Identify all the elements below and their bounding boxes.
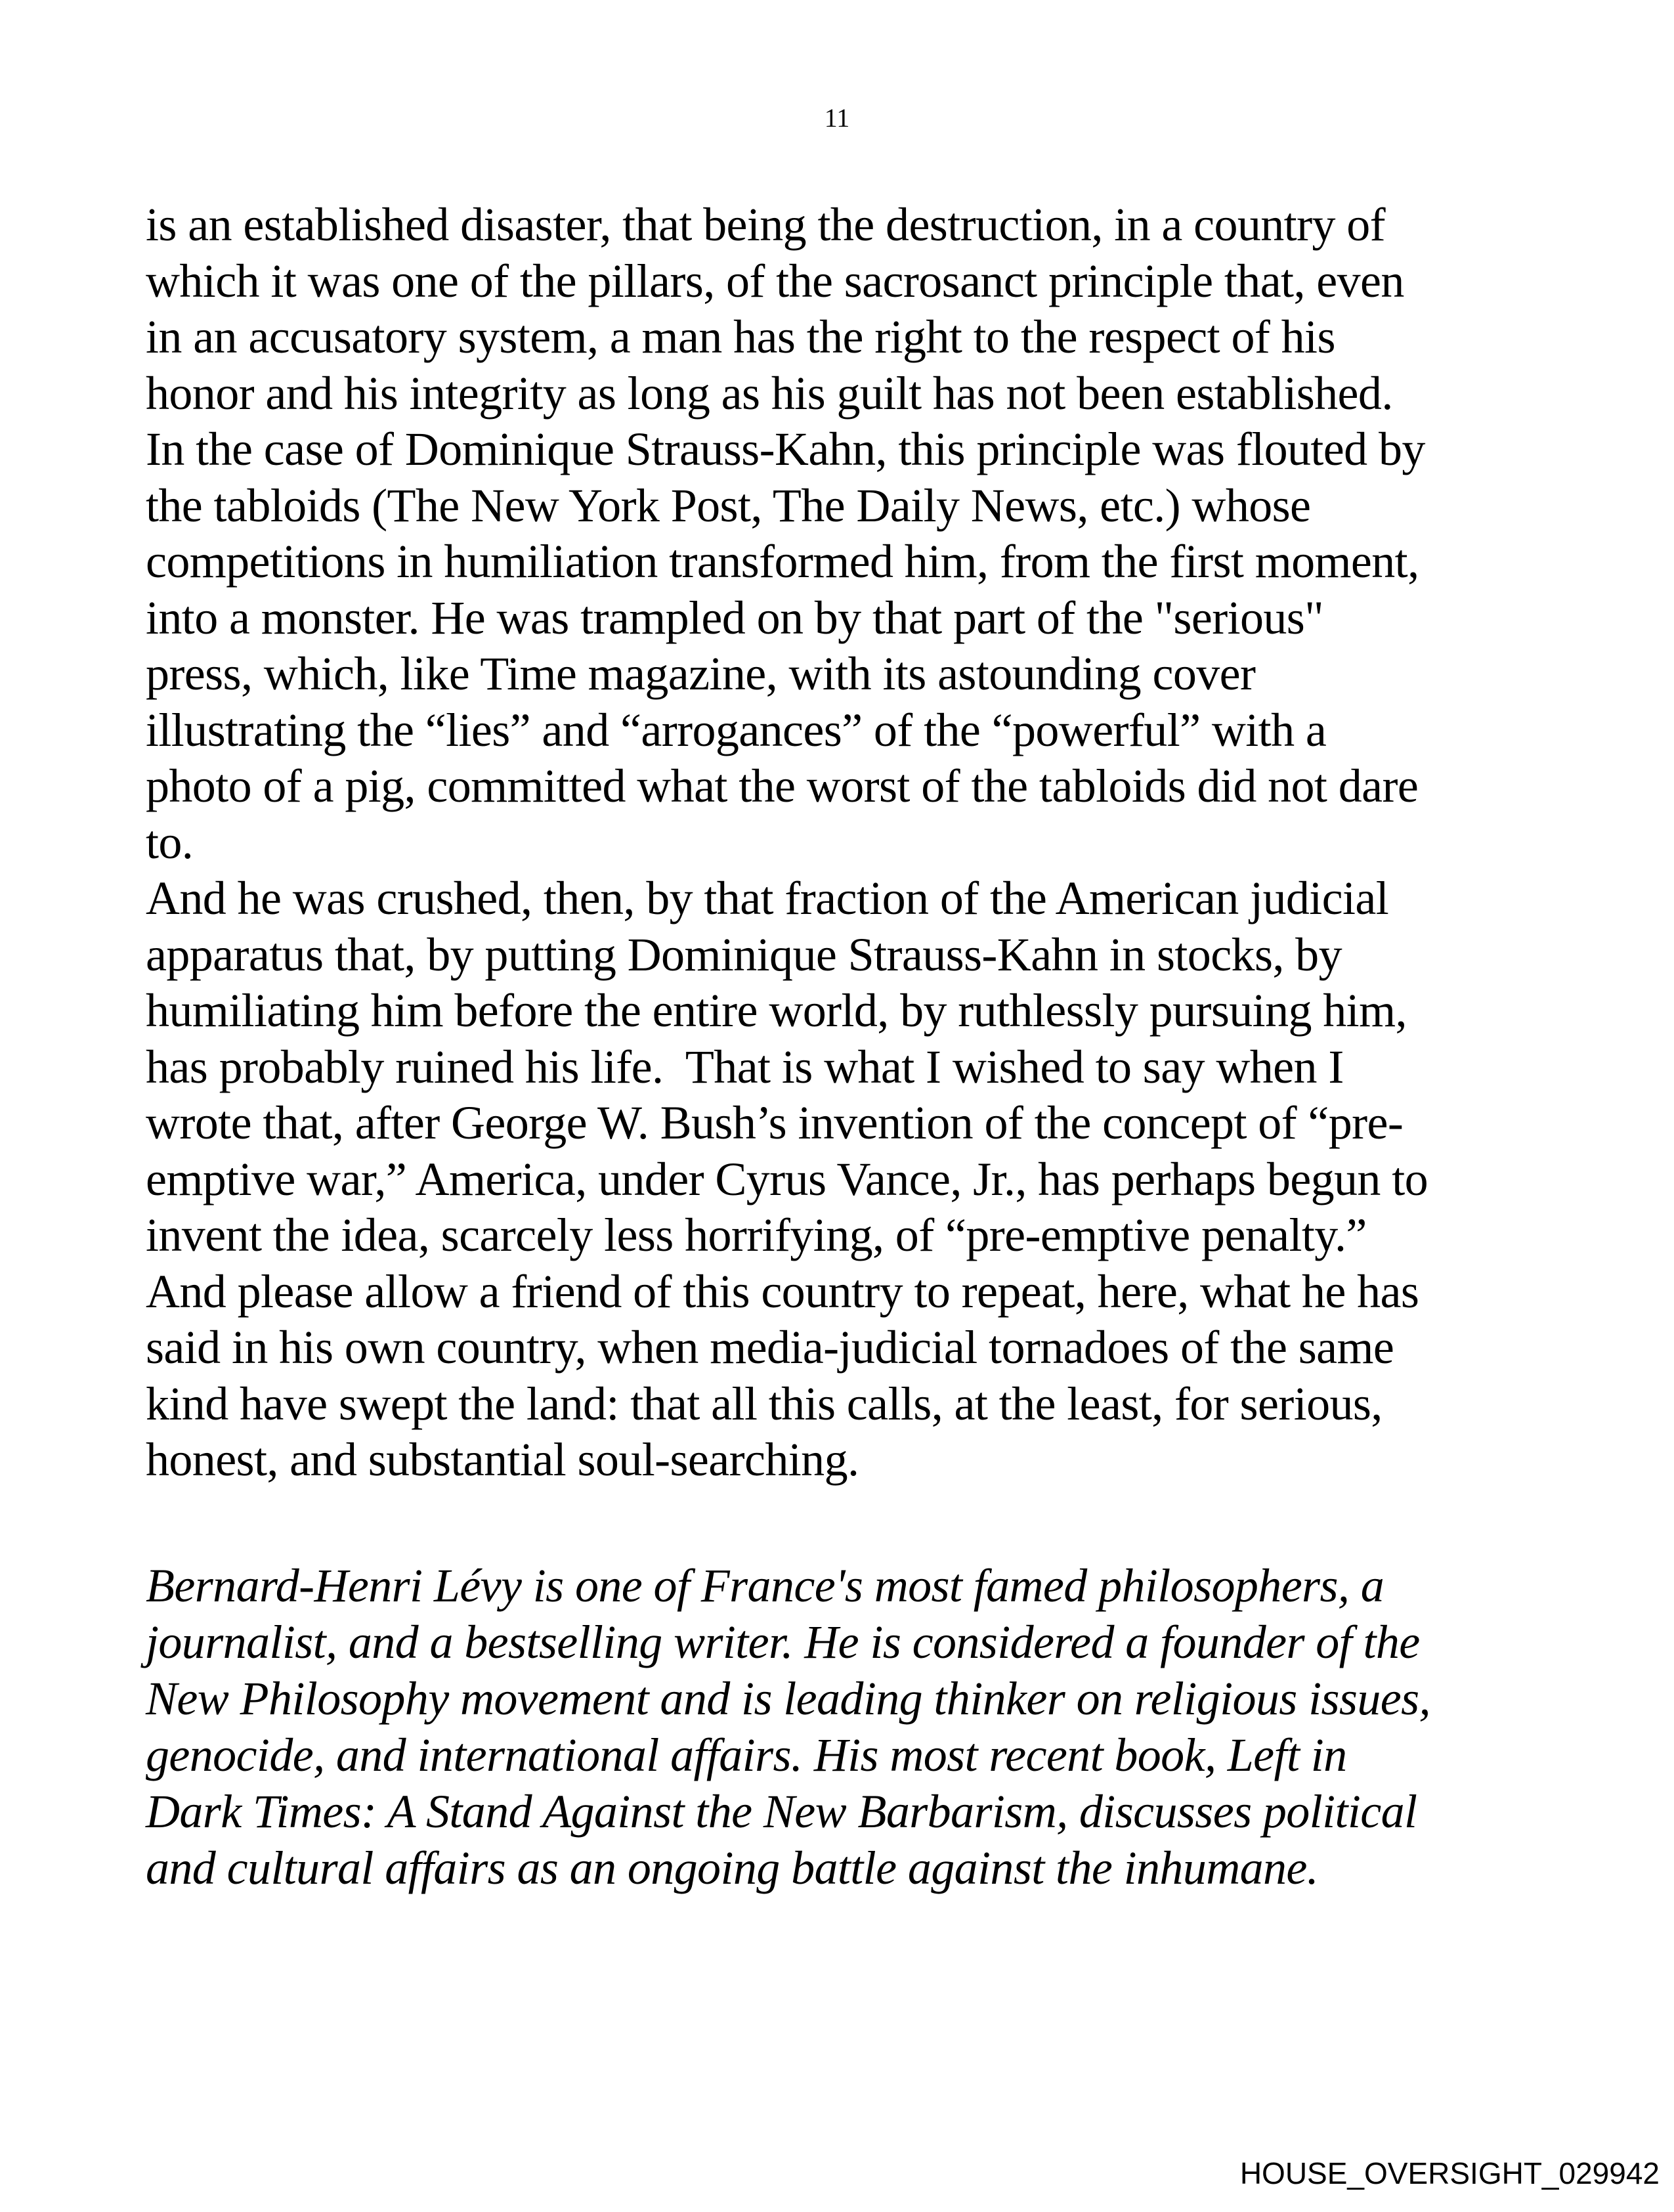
bio-line: Dark Times: A Stand Against the New Barbarism, discusses political [146, 1785, 1417, 1838]
body-line: into a monster. He was trampled on by that part of the "serious" [146, 591, 1323, 644]
body-line: apparatus that, by putting Dominique Strauss-Kahn in stocks, by [146, 928, 1342, 981]
page-number: 11 [824, 103, 850, 133]
body-line: And he was crushed, then, by that fraction of the American judicial [146, 872, 1389, 924]
body-line: emptive war,” America, under Cyrus Vance, Jr., has perhaps begun to [146, 1152, 1428, 1205]
body-line: kind have swept the land: that all this calls, at the least, for serious, [146, 1377, 1383, 1430]
body-line: photo of a pig, committed what the worst of the tabloids did not dare [146, 760, 1419, 812]
body-line: invent the idea, scarcely less horrifying, of “pre-emptive penalty.” [146, 1209, 1367, 1261]
body-line: said in his own country, when media-judicial tornadoes of the same [146, 1321, 1394, 1374]
bio-line: Bernard-Henri Lévy is one of France's most famed philosophers, a [146, 1559, 1384, 1612]
body-line: press, which, like Time magazine, with its astounding cover [146, 647, 1256, 700]
body-line: illustrating the “lies” and “arrogances” of the “powerful” with a [146, 703, 1327, 756]
body-line: the tabloids (The New York Post, The Daily News, etc.) whose [146, 479, 1311, 532]
bio-line: journalist, and a bestselling writer. He is considered a founder of the [146, 1616, 1420, 1668]
body-line: has probably ruined his life. That is what I wished to say when I [146, 1040, 1344, 1093]
body-line: wrote that, after George W. Bush’s invention of the concept of “pre- [146, 1096, 1404, 1149]
bio-line: and cultural affairs as an ongoing battle against the inhumane. [146, 1842, 1319, 1894]
body-line: In the case of Dominique Strauss-Kahn, this principle was flouted by [146, 423, 1425, 475]
body-text [146, 197, 1590, 1488]
body-line: to. [146, 815, 194, 869]
body-line: And please allow a friend of this country to repeat, here, what he has [146, 1265, 1419, 1318]
body-line: honor and his integrity as long as his guilt has not been established. [146, 366, 1393, 420]
bio-line: genocide, and international affairs. His most recent book, Left in [146, 1729, 1347, 1781]
bio-line: New Philosophy movement and is leading thinker on religious issues, [146, 1672, 1430, 1725]
body-line: honest, and substantial soul-searching. [146, 1433, 859, 1486]
body-line: in an accusatory system, a man has the right to the respect of his [146, 311, 1335, 363]
body-line: humiliating him before the entire world, by ruthlessly pursuing him, [146, 984, 1407, 1037]
body-line: competitions in humiliation transformed him, from the first moment, [146, 535, 1419, 588]
body-line: is an established disaster, that being the destruction, in a country of [146, 198, 1386, 251]
body-line: which it was one of the pillars, of the sacrosanct principle that, even [146, 254, 1404, 307]
author-bio [146, 1557, 1590, 1896]
bates-stamp: HOUSE_OVERSIGHT_029942 [1239, 2156, 1660, 2190]
